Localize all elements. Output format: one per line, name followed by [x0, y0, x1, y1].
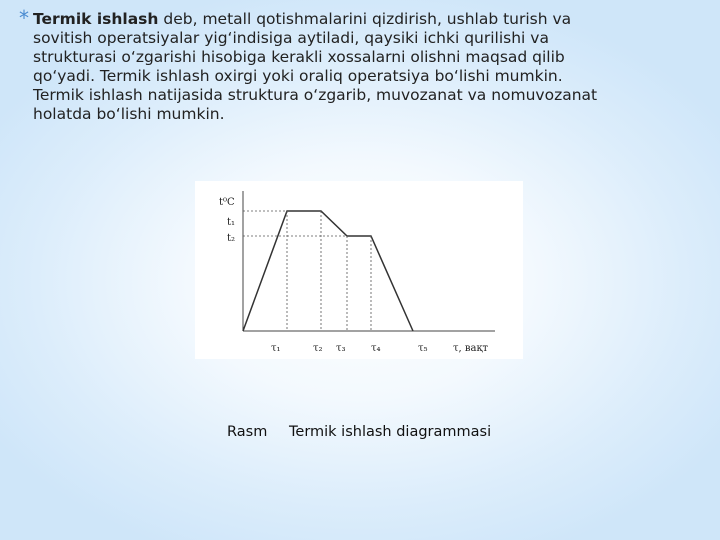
y-tick-t1: t₁	[227, 217, 236, 228]
figure-caption-label: Rasm	[227, 424, 268, 440]
text-line-5: Termik ishlash natijasida struktura o‘zgarib, muvozanat va nomuvozanat	[33, 86, 598, 104]
text-line-4: qo‘yadi. Termik ishlash oxirgi yoki oraliq operatsiya bo‘lishi mumkin.	[33, 67, 563, 85]
bullet-marker: *	[19, 6, 29, 30]
definition-paragraph	[33, 10, 699, 124]
text-line-2: sovitish operatsiyalar yig‘indisiga aytiladi, qaysiki ichki qurilishi va	[33, 29, 549, 47]
text-line-3: strukturasi o‘zgarishi hisobiga kerakli xossalarni olishni maqsad qilib	[33, 48, 565, 66]
slide-text-block	[19, 6, 699, 124]
text-line-6: holatda bo‘lishi mumkin.	[33, 105, 225, 123]
x-tick-tau4: τ₄	[371, 343, 381, 354]
text-line-1: deb, metall qotishmalarini qizdirish, ushlab turish va	[158, 10, 572, 28]
term-heading: Termik ishlash	[33, 10, 159, 28]
x-tick-tau2: τ₂	[313, 343, 323, 354]
x-axis-label: τ, вақт	[453, 343, 489, 354]
figure-caption-title: Termik ishlash diagrammasi	[289, 424, 492, 440]
x-tick-tau1: τ₁	[271, 343, 281, 354]
temperature-curve	[243, 211, 413, 331]
heat-treatment-diagram	[195, 181, 523, 359]
diagram-svg	[195, 181, 523, 359]
y-tick-t2: t₂	[227, 233, 236, 244]
x-tick-tau5: τ₅	[418, 343, 428, 354]
x-tick-tau3: τ₃	[336, 343, 346, 354]
y-axis-label: t⁰C	[219, 197, 235, 208]
